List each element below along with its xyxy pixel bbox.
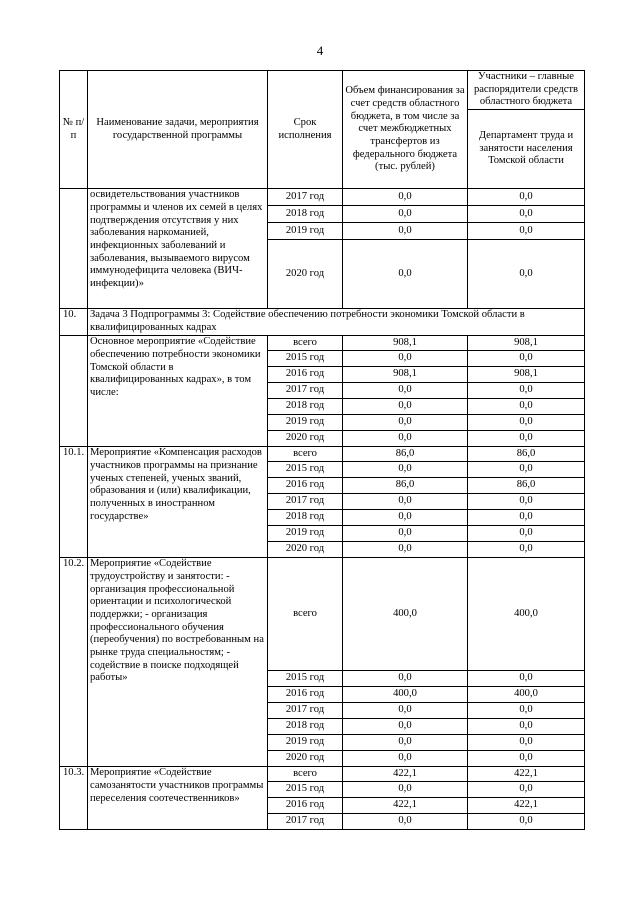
row-finance: 422,1 [343, 767, 468, 782]
row-finance: 0,0 [343, 510, 468, 526]
row-term: 2015 год [268, 351, 343, 367]
row-term: 2018 год [268, 510, 343, 526]
row-finance: 0,0 [343, 223, 468, 240]
row-dept: 0,0 [468, 526, 585, 542]
row-dept: 422,1 [468, 767, 585, 782]
row-dept: 0,0 [468, 240, 585, 309]
row-name: освидетельствования участников программы и членов их семей в целях подтверждения отсутствия у них заболевания наркоманией, инфекционных заболеваний и заболевания, вызываемого вирусом иммунодефицита человека (ВИЧ-инфекции)» [88, 189, 268, 309]
row-finance: 908,1 [343, 336, 468, 351]
page-number: 4 [316, 43, 324, 58]
row-finance: 0,0 [343, 462, 468, 478]
row-finance: 0,0 [343, 542, 468, 558]
task-title: Задача 3 Подпрограммы 3: Содействие обеспечению потребности экономики Томской области в квалифицированных кадрах [88, 309, 585, 336]
task-row [60, 309, 585, 336]
row-term: 2016 год [268, 367, 343, 383]
header-number: № п/п [60, 71, 88, 189]
row-term: 2017 год [268, 189, 343, 206]
row-dept: 0,0 [468, 671, 585, 687]
row-term: 2019 год [268, 223, 343, 240]
row-dept: 0,0 [468, 462, 585, 478]
row-finance: 0,0 [343, 735, 468, 751]
row-finance: 0,0 [343, 671, 468, 687]
row-finance: 0,0 [343, 189, 468, 206]
header-name: Наименование задачи, мероприятия государственной программы [88, 71, 268, 189]
row-term: 2020 год [268, 431, 343, 447]
row-finance: 0,0 [343, 703, 468, 719]
row-term: 2020 год [268, 240, 343, 309]
row-term: всего [268, 558, 343, 671]
row-number [60, 336, 88, 447]
row-name: Мероприятие «Компенсация расходов участников программы на признание ученых степеней, ученых званий, образования и (или) квалификации, полученных в иностранном государстве» [88, 447, 268, 558]
row-term: 2020 год [268, 542, 343, 558]
row-dept: 400,0 [468, 687, 585, 703]
program-table [59, 70, 585, 830]
row-finance: 0,0 [343, 240, 468, 309]
row-name: Мероприятие «Содействие самозанятости участников программы переселения соотечественников» [88, 767, 268, 830]
row-finance: 86,0 [343, 447, 468, 462]
row-dept: 0,0 [468, 189, 585, 206]
row-dept: 400,0 [468, 558, 585, 671]
row-finance: 422,1 [343, 798, 468, 814]
row-term: 2019 год [268, 735, 343, 751]
row-finance: 400,0 [343, 558, 468, 671]
row-term: всего [268, 336, 343, 351]
row-dept: 0,0 [468, 751, 585, 767]
row-dept: 422,1 [468, 798, 585, 814]
row-dept: 0,0 [468, 542, 585, 558]
row-term: 2017 год [268, 703, 343, 719]
table-row [60, 189, 585, 206]
row-name: Основное мероприятие «Содействие обеспечению потребности экономики Томской области в квалифицированных кадрах», в том числе: [88, 336, 268, 447]
table-row [60, 447, 585, 462]
row-finance: 0,0 [343, 383, 468, 399]
row-term: 2017 год [268, 814, 343, 830]
row-term: 2015 год [268, 462, 343, 478]
row-term: 2019 год [268, 526, 343, 542]
row-dept: 0,0 [468, 719, 585, 735]
header-participants: Участники – главные распорядители средств областного бюджета [468, 71, 585, 110]
row-term: 2018 год [268, 206, 343, 223]
row-name: Мероприятие «Содействие трудоустройству и занятости: - организация профессиональной ориентации и психологической поддержки; - организация профессионального обучения (переобучения) по востребованным на рынке труда специальностям; - содействие в поиске подходящей работы» [88, 558, 268, 767]
table-row [60, 558, 585, 671]
row-term: 2018 год [268, 399, 343, 415]
row-dept: 86,0 [468, 478, 585, 494]
row-number: 10.1. [60, 447, 88, 558]
row-number: 10.2. [60, 558, 88, 767]
row-finance: 0,0 [343, 814, 468, 830]
row-finance: 86,0 [343, 478, 468, 494]
row-dept: 0,0 [468, 351, 585, 367]
row-dept: 0,0 [468, 206, 585, 223]
header-finance: Объем финансирования за счет средств областного бюджета, в том числе за счет межбюджетных трансфертов из федерального бюджета (тыс. рублей) [343, 71, 468, 189]
row-term: 2018 год [268, 719, 343, 735]
row-finance: 0,0 [343, 399, 468, 415]
row-finance: 0,0 [343, 415, 468, 431]
row-dept: 0,0 [468, 782, 585, 798]
row-finance: 0,0 [343, 494, 468, 510]
row-dept: 0,0 [468, 703, 585, 719]
row-finance: 0,0 [343, 782, 468, 798]
row-term: 2016 год [268, 687, 343, 703]
row-number [60, 189, 88, 309]
row-finance: 0,0 [343, 351, 468, 367]
row-term: 2017 год [268, 383, 343, 399]
row-term: 2017 год [268, 494, 343, 510]
row-term: всего [268, 447, 343, 462]
header-term: Срок исполнения [268, 71, 343, 189]
row-term: 2020 год [268, 751, 343, 767]
row-finance: 908,1 [343, 367, 468, 383]
row-finance: 0,0 [343, 431, 468, 447]
header-participant-dept: Департамент труда и занятости населения Томской области [468, 110, 585, 189]
row-finance: 0,0 [343, 751, 468, 767]
row-finance: 0,0 [343, 719, 468, 735]
row-dept: 908,1 [468, 367, 585, 383]
row-dept: 0,0 [468, 735, 585, 751]
row-dept: 0,0 [468, 814, 585, 830]
row-dept: 0,0 [468, 510, 585, 526]
row-number: 10.3. [60, 767, 88, 830]
row-dept: 908,1 [468, 336, 585, 351]
task-number: 10. [60, 309, 88, 336]
row-term: 2016 год [268, 478, 343, 494]
table-row [60, 767, 585, 782]
row-finance: 0,0 [343, 526, 468, 542]
row-term: 2015 год [268, 782, 343, 798]
row-dept: 0,0 [468, 383, 585, 399]
row-dept: 0,0 [468, 223, 585, 240]
row-term: 2019 год [268, 415, 343, 431]
row-dept: 86,0 [468, 447, 585, 462]
row-dept: 0,0 [468, 494, 585, 510]
row-dept: 0,0 [468, 415, 585, 431]
table-row [60, 336, 585, 351]
row-term: 2016 год [268, 798, 343, 814]
row-finance: 0,0 [343, 206, 468, 223]
row-term: 2015 год [268, 671, 343, 687]
row-dept: 0,0 [468, 431, 585, 447]
row-term: всего [268, 767, 343, 782]
row-finance: 400,0 [343, 687, 468, 703]
row-dept: 0,0 [468, 399, 585, 415]
